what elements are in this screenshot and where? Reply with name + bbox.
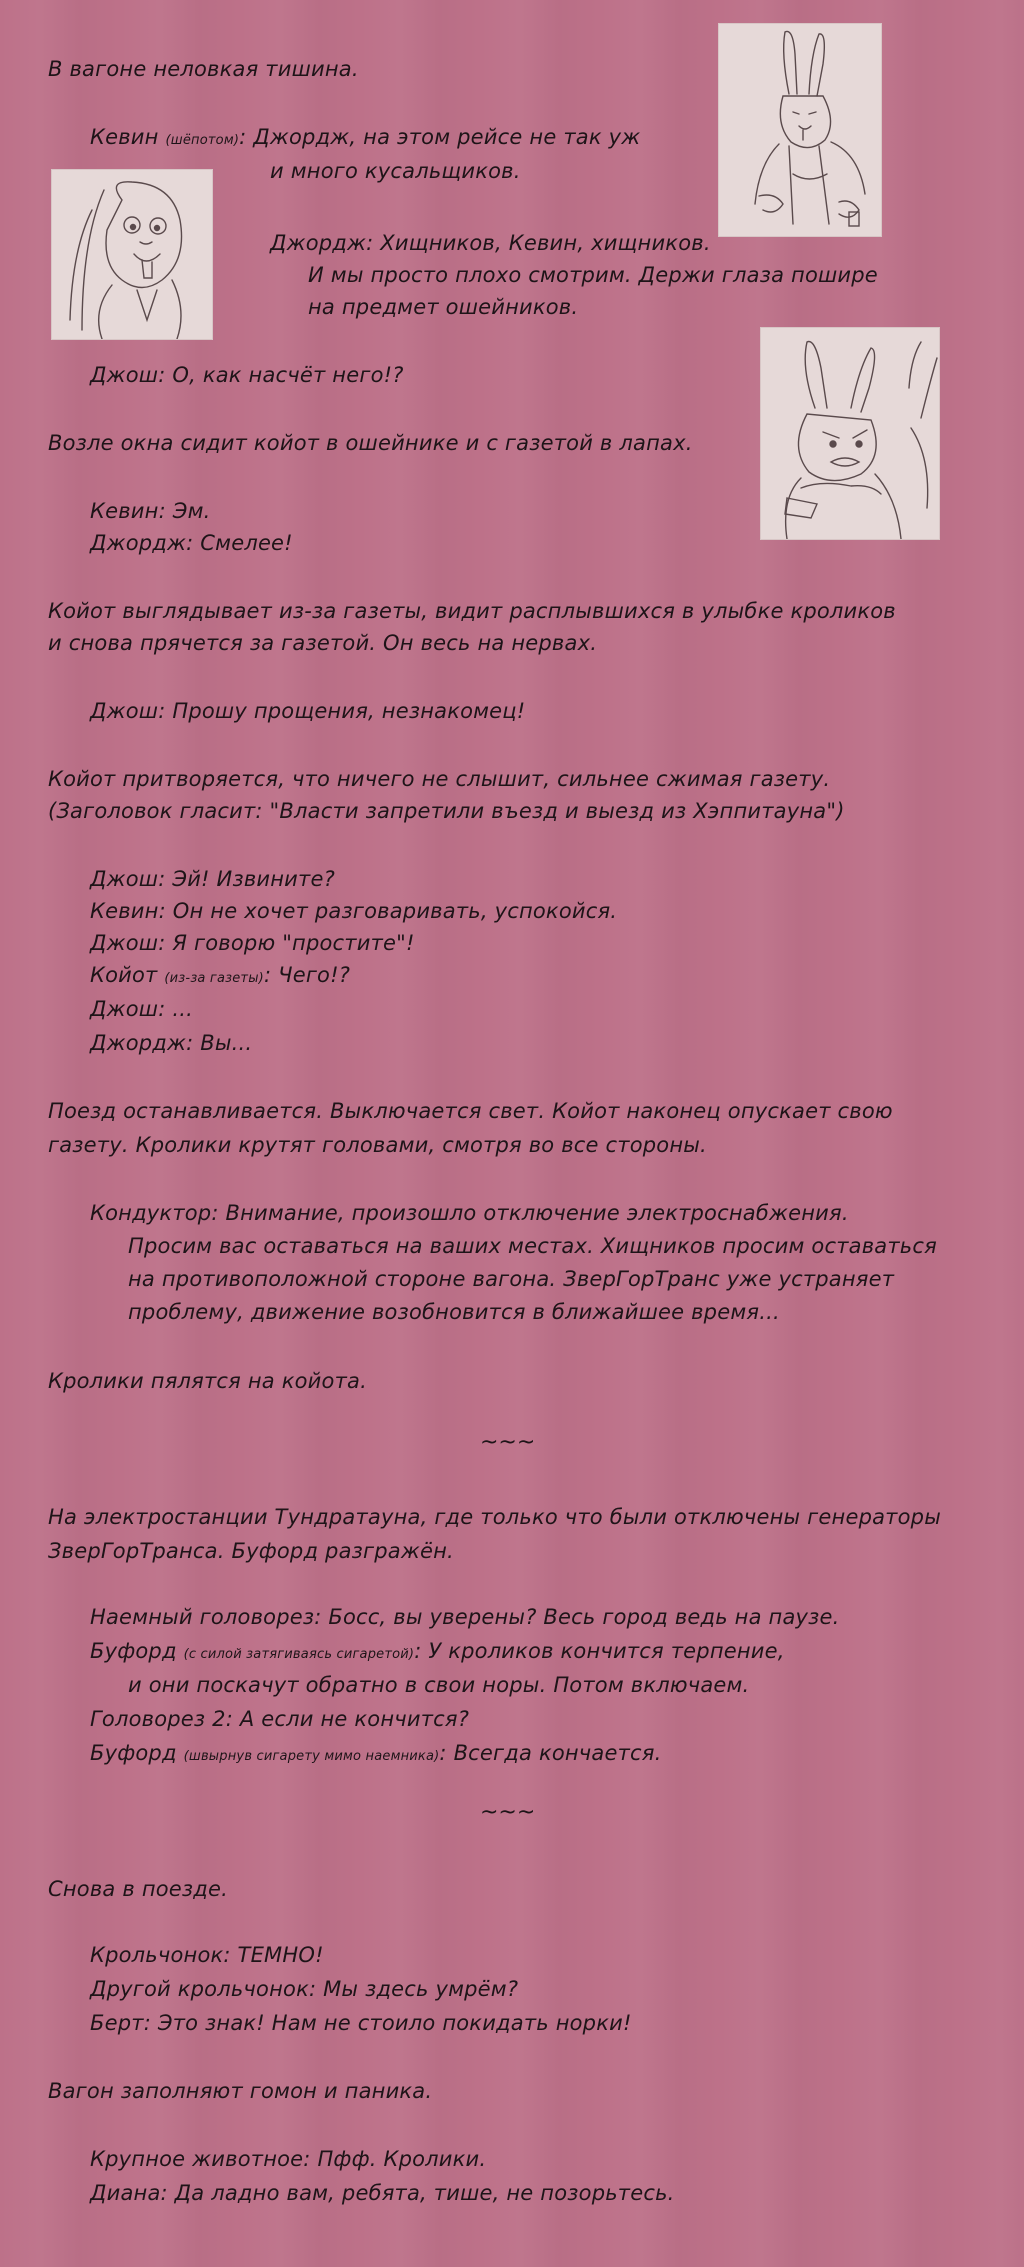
- dialogue-line: Диана: Да ладно вам, ребята, тише, не позорьтесь.: [90, 2181, 675, 2205]
- stage-direction: Койот выглядывает из-за газеты, видит расплывшихся в улыбке кроликов: [48, 599, 896, 623]
- stage-direction: Возле окна сидит койот в ошейнике и с газетой в лапах.: [48, 431, 693, 455]
- rabbit-sketch-george: [718, 23, 882, 237]
- scene-separator: ~~~: [480, 1800, 536, 1825]
- speaker-name: Койот: [90, 963, 158, 987]
- stage-direction: Кролики пялятся на койота.: [48, 1369, 367, 1393]
- dialogue-line: [90, 962, 350, 992]
- dialogue-line: [90, 1740, 662, 1770]
- dialogue-text: : У кроликов кончится терпение,: [414, 1639, 785, 1663]
- stage-direction-inline: (шёпотом): [165, 133, 240, 148]
- dialogue-line: Джош: Эй! Извините?: [90, 867, 335, 891]
- dialogue-line: Джордж: Смелее!: [90, 531, 293, 555]
- stage-direction-inline: (из-за газеты): [164, 971, 264, 986]
- stage-direction: Койот притворяется, что ничего не слышит, сильнее сжимая газету.: [48, 767, 831, 791]
- dialogue-line: и много кусальщиков.: [270, 159, 521, 183]
- dialogue-line: Просим вас оставаться на ваших местах. Хищников просим оставаться: [128, 1234, 937, 1258]
- stage-direction: (Заголовок гласит: "Власти запретили въезд и выезд из Хэппитауна"): [48, 799, 845, 823]
- dialogue-line: Джош: О, как насчёт него!?: [90, 363, 404, 387]
- rabbit-standing-icon: [719, 24, 881, 236]
- dialogue-line: Наемный головорез: Босс, вы уверены? Весь город ведь на паузе.: [90, 1605, 840, 1629]
- stage-direction: Поезд останавливается. Выключается свет. Койот наконец опускает свою: [48, 1099, 893, 1123]
- speaker-name: Кевин: [90, 125, 159, 149]
- dialogue-line: на противоположной стороне вагона. ЗверГорТранс уже устраняет: [128, 1267, 895, 1291]
- dialogue-line: на предмет ошейников.: [308, 295, 579, 319]
- stage-direction: ЗверГорТранса. Буфорд разгражён.: [48, 1539, 454, 1563]
- scene-separator: ~~~: [480, 1430, 536, 1455]
- rabbit-angry-icon: [761, 328, 939, 539]
- stage-direction: и снова прячется за газетой. Он весь на нервах.: [48, 631, 598, 655]
- speaker-name: Буфорд: [90, 1741, 177, 1765]
- dialogue-text: : Всегда кончается.: [439, 1741, 662, 1765]
- dialogue-text: : Чего!?: [263, 963, 351, 987]
- dialogue-line: Джош: ...: [90, 997, 193, 1021]
- stage-direction: На электростанции Тундратауна, где только что были отключены генераторы: [48, 1505, 941, 1529]
- dialogue-text: : Джордж, на этом рейсе не так уж: [239, 125, 641, 149]
- dialogue-line: Кевин: Эм.: [90, 499, 211, 523]
- stage-direction: Вагон заполняют гомон и паника.: [48, 2079, 433, 2103]
- dialogue-line: Джош: Прошу прощения, незнакомец!: [90, 699, 526, 723]
- dialogue-line: И мы просто плохо смотрим. Держи глаза пошире: [308, 263, 878, 287]
- rabbit-portrait-icon: [52, 170, 212, 339]
- stage-direction: В вагоне неловкая тишина.: [48, 57, 359, 81]
- dialogue-line: Джордж: Вы...: [90, 1031, 253, 1055]
- dialogue-line: Другой крольчонок: Мы здесь умрём?: [90, 1977, 519, 2001]
- dialogue-line: Крольчонок: ТЕМНО!: [90, 1943, 324, 1967]
- dialogue-line: Берт: Это знак! Нам не стоило покидать норки!: [90, 2011, 632, 2035]
- rabbit-sketch-joe: [760, 327, 940, 540]
- stage-direction-inline: (швырнув сигарету мимо наемника): [183, 1749, 440, 1764]
- dialogue-line: Джош: Я говорю "простите"!: [90, 931, 415, 955]
- stage-direction: газету. Кролики крутят головами, смотря во все стороны.: [48, 1133, 707, 1157]
- stage-direction: Снова в поезде.: [48, 1877, 228, 1901]
- dialogue-line: и они поскачут обратно в свои норы. Потом включаем.: [128, 1673, 750, 1697]
- dialogue-line: Кондуктор: Внимание, произошло отключение электроснабжения.: [90, 1201, 849, 1225]
- dialogue-line: Головорез 2: А если не кончится?: [90, 1707, 470, 1731]
- dialogue-line: [90, 1638, 785, 1668]
- dialogue-line: Кевин: Он не хочет разговаривать, успокойся.: [90, 899, 618, 923]
- dialogue-line: [90, 124, 640, 154]
- dialogue-line: Крупное животное: Пфф. Кролики.: [90, 2147, 487, 2171]
- dialogue-line: проблему, движение возобновится в ближайшее время...: [128, 1300, 780, 1324]
- stage-direction-inline: (с силой затягиваясь сигаретой): [183, 1647, 415, 1662]
- dialogue-line: Джордж: Хищников, Кевин, хищников.: [270, 231, 711, 255]
- rabbit-sketch-kevin: [51, 169, 213, 340]
- speaker-name: Буфорд: [90, 1639, 177, 1663]
